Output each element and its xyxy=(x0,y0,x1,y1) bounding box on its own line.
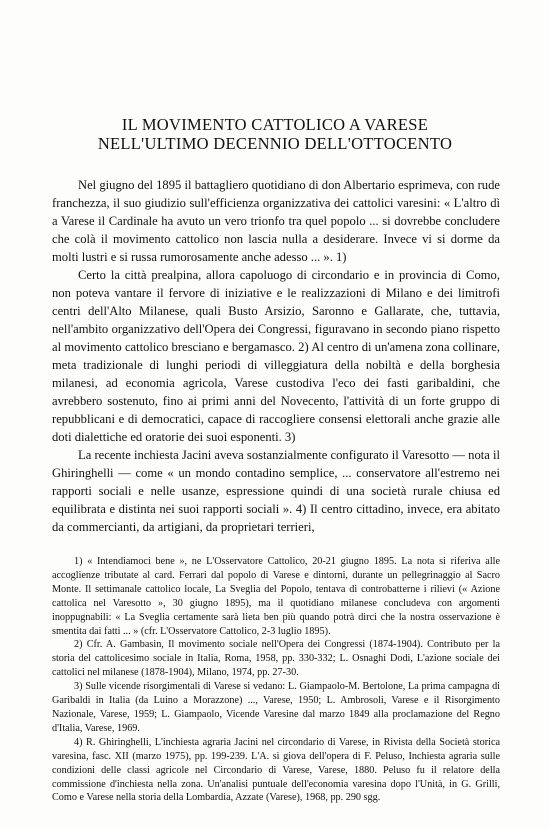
footnote-4: 4) R. Ghiringhelli, L'inchiesta agraria Jacini nel circondario di Varese, in Rivista della Società storica varesina, fasc. XII (marzo 1975), pp. 199-239. L'A. si giova dell'opera di F. Peluso, Inchiesta agraria sulle condizioni delle classi agricole nel Circondario di Varese, Varese, 1880. Peluso fu il relatore della commissione d'inchiesta nella zona. Un'analisi puntuale dell'economia varesina dopo l'Unità, in G. Grilli, Como e Varese nella storia della Lombardia, Azzate (Varese), 1968, pp. 290 sgg. xyxy=(52,736,500,804)
footnotes xyxy=(52,555,500,805)
body-paragraph-3: La recente inchiesta Jacini aveva sostanzialmente configurato il Varesotto — nota il Ghiringhelli — come « un mondo contadino semplice, ... conservatore all'estremo nei rapporti sociali e nelle usanze, espressione quindi di una società rurale chiusa ed equilibrata e distinta nei suoi rapporti sociali ». 4) Il centro cittadino, invece, era abitato da commercianti, da artigiani, da proprietari terrieri, xyxy=(52,448,500,534)
article-title-line-2: NELL'ULTIMO DECENNIO DELL'OTTOCENTO xyxy=(97,134,453,153)
footnote-3: 3) Sulle vicende risorgimentali di Varese si vedano: L. Giampaolo-M. Bertolone, La prima campagna di Garibaldi in Italia (da Luino a Morazzone) ..., Varese, 1950; L. Ambrosoli, Varese e il Risorgimento Nazionale, Varese, 1959; L. Giampaolo, Vicende Varesine dal marzo 1849 alla proclamazione del Regno d'Italia, Varese, 1969. xyxy=(52,681,500,734)
footnote-1: 1) « Intendiamoci bene », ne L'Osservatore Cattolico, 20-21 giugno 1895. La nota si riferiva alle accoglienze tributate al card. Ferrari dal popolo di Varese e dintorni, durante un pellegrinaggio al Sacro Monte. Il settimanale cattolico locale, La Sveglia del Popolo, tentava di controbatterne i rilievi (« Azione cattolica nel Varesotto », 30 giugno 1895), ma il quotidiano milanese concludeva con argomenti inoppugnabili: « La Sveglia certamente sarà lieta ben più quando potrà dirci che la nostra osservazione è smentita dai fatti ... » (cfr. L'Osservatore Cattolico, 2-3 luglio 1895). xyxy=(52,556,500,637)
article-body xyxy=(52,176,500,536)
body-paragraph-2: Certo la città prealpina, allora capoluogo di circondario e in provincia di Como, non poteva vantare il fervore di iniziative e le realizzazioni di Milano e dei limitrofi centri dell'Alto Milanese, quali Busto Arsizio, Saronno e Gallarate, che, tuttavia, nell'ambito organizzativo dell'Opera dei Congressi, figuravano in secondo piano rispetto al movimento cattolico bresciano e bergamasco. 2) Al centro di un'amena zona collinare, meta tradizionale di lunghi periodi di villeggiatura della nobiltà e della borghesia milanesi, ad economia agricola, Varese custodiva l'eco dei fasti garibaldini, che avrebbero sostenuto, fino ai primi anni del Novecento, l'attività di un forte gruppo di repubblicani e di democratici, capace di raccogliere consensi elettorali anche grazie alle doti dialettiche ed oratorie dei suoi esponenti. 3) xyxy=(52,268,500,444)
article-title-line-1: IL MOVIMENTO CATTOLICO A VARESE xyxy=(121,115,429,134)
body-paragraph-1: Nel giugno del 1895 il battagliero quotidiano di don Albertario esprimeva, con rude franchezza, il suo giudizio sull'efficienza organizzativa dei cattolici varesini: « L'altro dì a Varese il Cardinale ha avuto un vero trionfo tra quel popolo ... si dovrebbe concludere che colà il movimento cattolico non lascia nulla a desiderare. Invece vi si dorme da molti lustri e si russa rumorosamente anche adesso ... ». 1) xyxy=(52,178,500,264)
footnote-2: 2) Cfr. A. Gambasin, Il movimento sociale nell'Opera dei Congressi (1874-1904). Contributo per la storia del cattolicesimo sociale in Italia, Roma, 1958, pp. 330-332; L. Osnaghi Dodi, L'azione sociale dei cattolici nel milanese (1878-1904), Milano, 1974, pp. 27-30. xyxy=(52,639,500,679)
